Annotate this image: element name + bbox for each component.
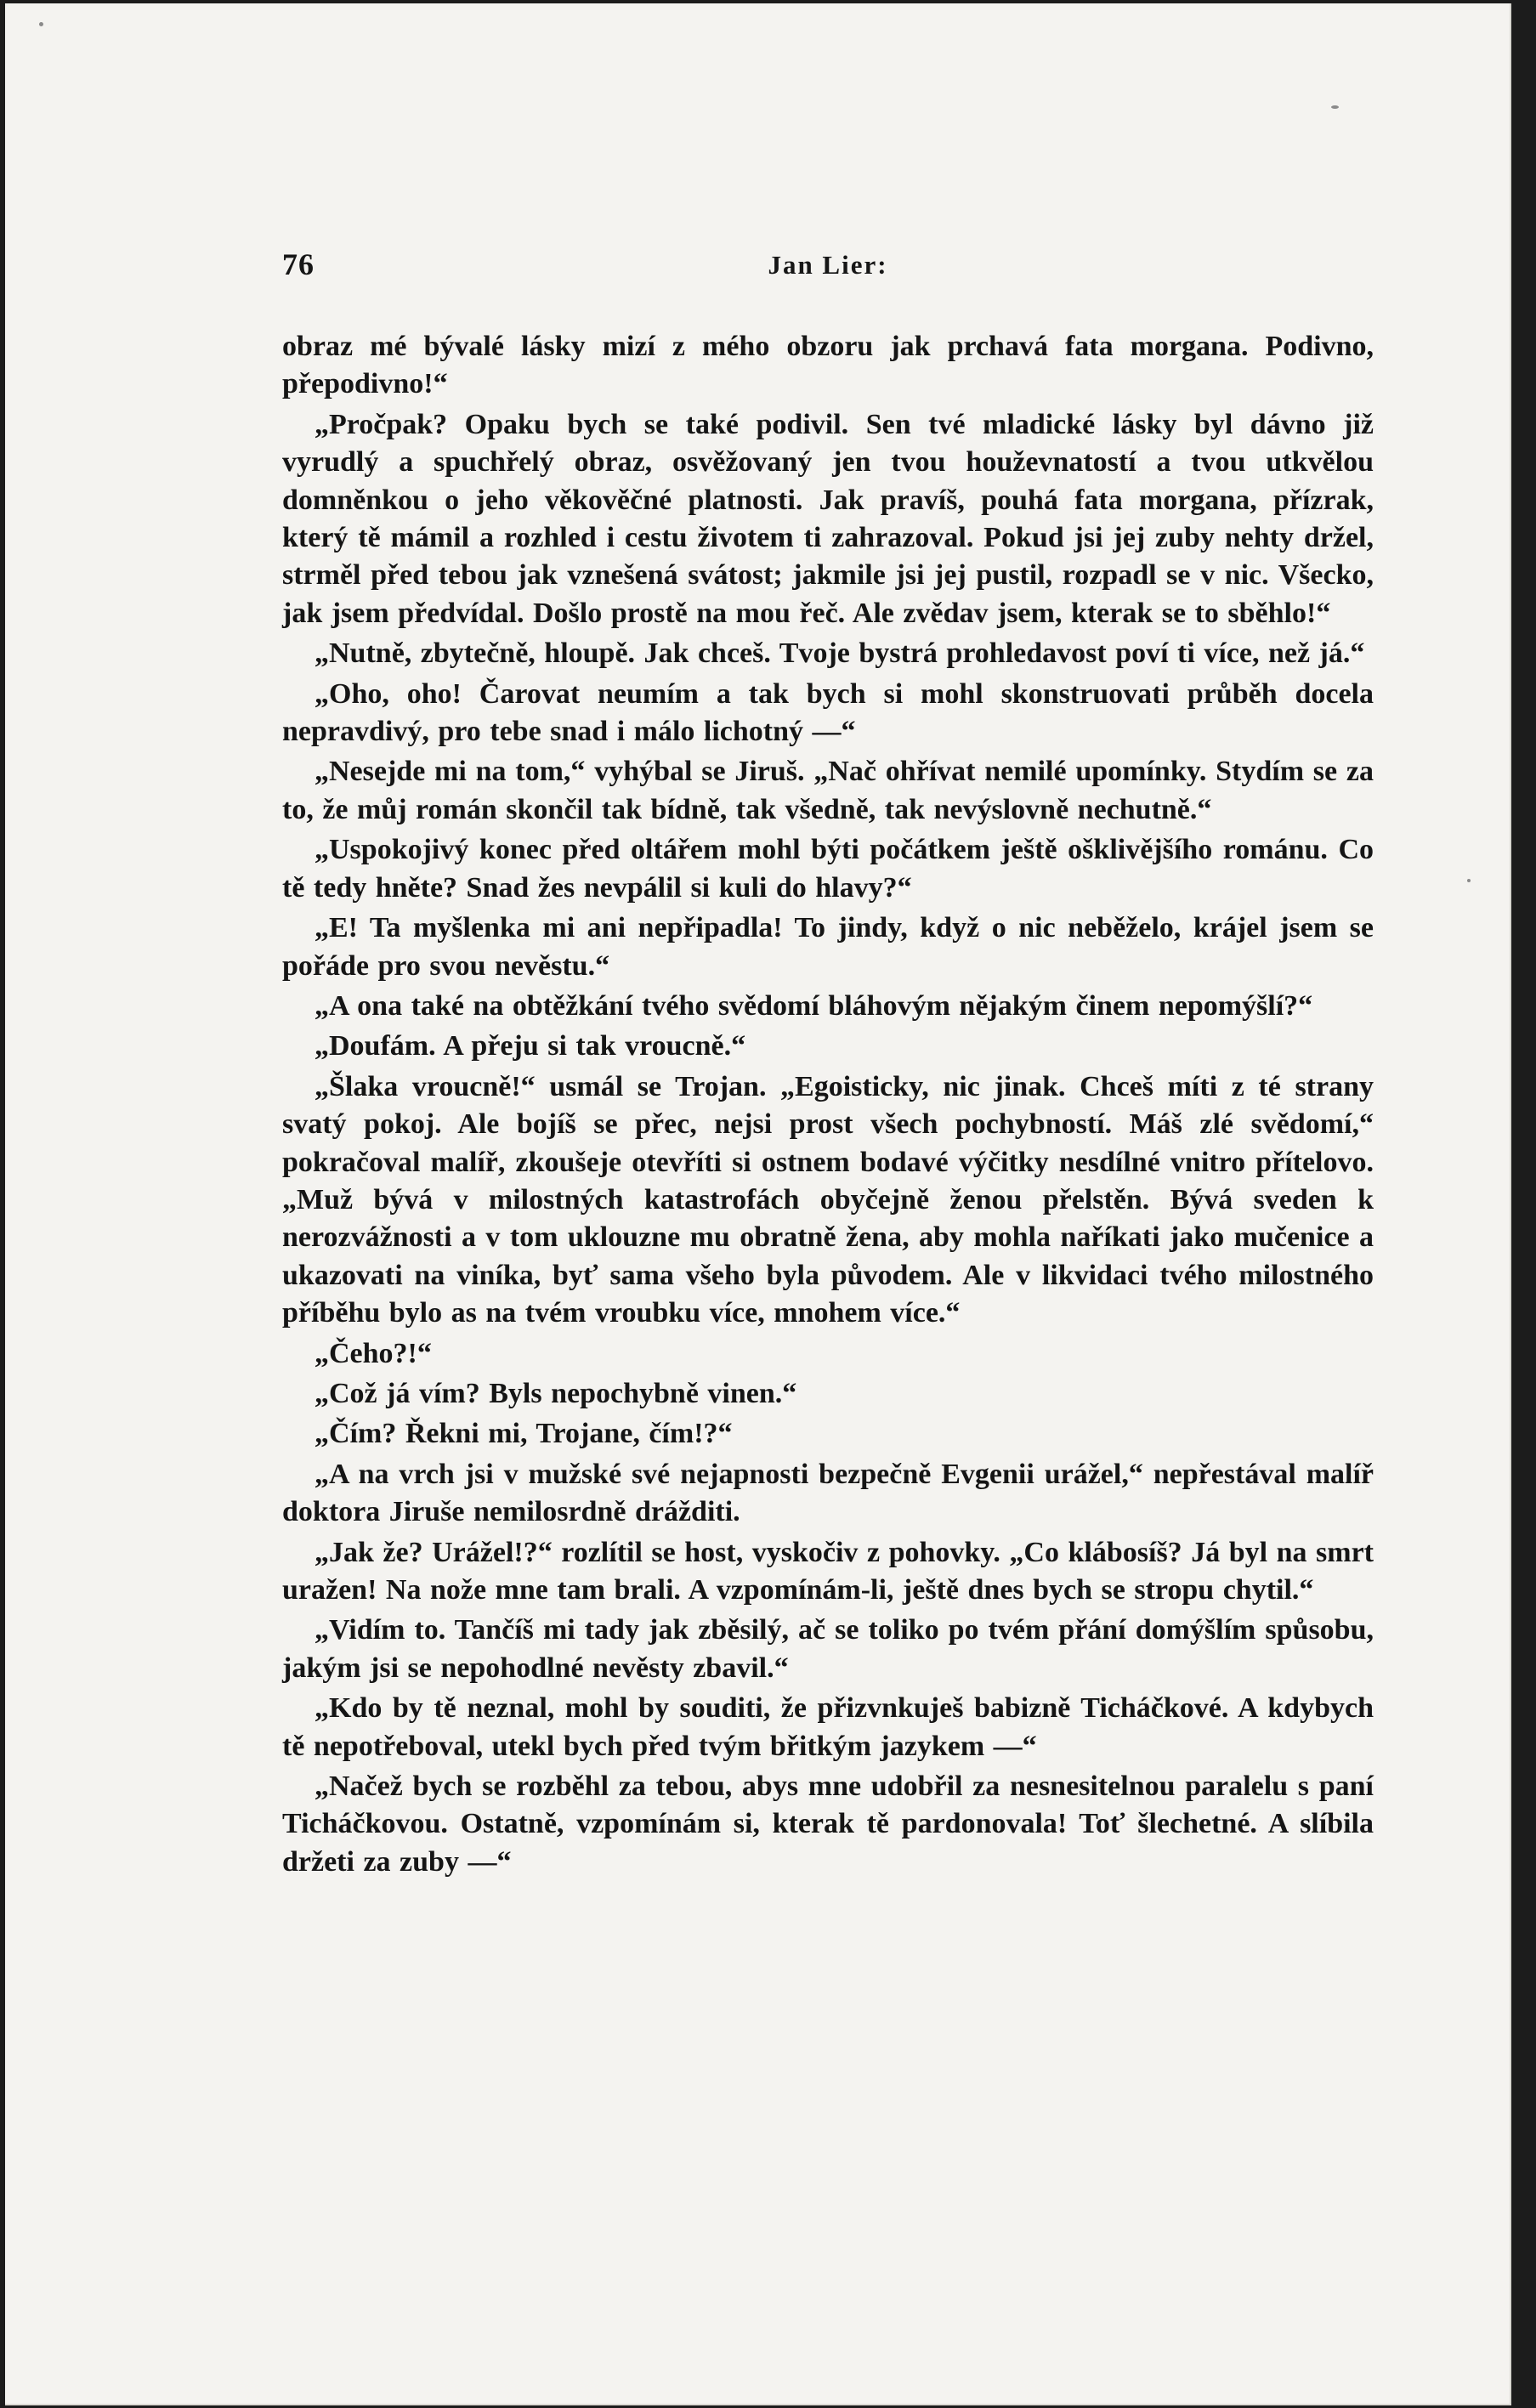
paragraph: „Čeho?!“ [315, 1337, 432, 1369]
paragraph: „Nutně, zbytečně, hloupě. Jak chceš. Tvoje bystrá prohledavost poví ti více, než já.“ [315, 637, 1365, 670]
page-header [282, 246, 1374, 289]
paragraph: obraz mé bývalé lásky mizí z mého obzoru jak prchavá fata morgana. Podivno, přepodivno!“ [282, 331, 1374, 400]
paragraph: „Vidím to. Tančíš mi tady jak zběsilý, ač se toliko po tvém přání domýšlím spůsobu, jakým jsi se nepohodlné nevěsty zbavil.“ [282, 1614, 1374, 1684]
running-head: Jan Lier: [768, 250, 888, 280]
paragraph: „Kdo by tě neznal, mohl by souditi, že přizvnkuješ babizně Ticháčkové. A kdybych tě nepotřeboval, utekl bych před tvým břitkým jazykem —“ [282, 1692, 1374, 1762]
paragraph: „Uspokojivý konec před oltářem mohl býti počátkem ještě ošklivějšího románu. Co tě tedy hněte? Snad žes nevpálil si kuli do hlavy?“ [282, 834, 1374, 904]
body-text [282, 328, 1374, 1884]
paragraph: „A ona také na obtěžkání tvého svědomí bláhovým nějakým činem nepomýšlí?“ [315, 989, 1313, 1022]
paragraph: „Oho, oho! Čarovat neumím a tak bych si mohl skonstruovati průběh docela nepravdivý, pro tebe snad i málo lichotný —“ [282, 677, 1374, 748]
paragraph: „Pročpak? Opaku bych se také podivil. Sen tvé mladické lásky byl dávno již vyrudlý a spuchřelý obraz, osvěžovaný jen tvou houževnatostí a tvou utkvělou domněnkou o jeho věkověčné platnosti. Jak pravíš, pouhá fata morgana, přízrak, který tě mámil a rozhled i cestu životem ti zahrazoval. Pokud jsi jej zuby nehty držel, strměl před tebou jak vznešená svátost; jakmile jsi jej pustil, rozpadl se v nic. Všecko, jak jsem předvídal. Došlo prostě na mou řeč. Ale zvědav jsem, kterak se to sběhlo!“ [282, 408, 1374, 629]
paragraph: „Jak že? Urážel!?“ rozlítil se host, vyskočiv z pohovky. „Co klábosíš? Já byl na smrt uražen! Na nože mne tam brali. A vzpomínám-li, ještě dnes bych se stropu chytil.“ [282, 1536, 1374, 1606]
paper-speck [1331, 105, 1339, 109]
page-number: 76 [282, 247, 315, 281]
paper-speck [1467, 879, 1471, 882]
paper-speck [39, 22, 43, 26]
paragraph: „Nesejde mi na tom,“ vyhýbal se Jiruš. „Nač ohřívat nemilé upomínky. Stydím se za to, že můj román skončil tak bídně, tak všedně, tak nevýslovně nechutně.“ [282, 756, 1374, 825]
book-page [5, 3, 1511, 2405]
paragraph: „Načež bych se rozběhl za tebou, abys mne udobřil za nesnesitelnou paralelu s paní Ticháčkovou. Ostatně, vzpomínám si, kterak tě pardonovala! Toť šlechetné. A slíbila držeti za zuby —“ [282, 1771, 1374, 1878]
paragraph: „Šlaka vroucně!“ usmál se Trojan. „Egoisticky, nic jinak. Chceš míti z té strany svatý pokoj. Ale bojíš se přec, nejsi prost všech pochybností. Máš zlé svědomí,“ pokračoval malíř, zkoušeje otevříti si ostnem bodavé výčitky nesdílné vnitro přítelovo. „Muž bývá v milostných katastrofách obyčejně ženou přelstěn. Bývá sveden k nerozvážnosti a v tom uklouzne mu obratně žena, aby mohla naříkati jako mučenice a ukazovati na viníka, byť sama všeho byla původem. Ale v likvidaci tvého milostného příběhu bylo as na tvém vroubku více, mnohem více.“ [282, 1070, 1374, 1329]
paragraph: „Doufám. A přeju si tak vroucně.“ [315, 1030, 746, 1062]
paragraph: „Což já vím? Byls nepochybně vinen.“ [315, 1377, 797, 1409]
paragraph: „E! Ta myšlenka mi ani nepřipadla! To jindy, když o nic neběželo, krájel jsem se pořáde pro svou nevěstu.“ [282, 912, 1374, 982]
paragraph: „Čím? Řekni mi, Trojane, čím!?“ [315, 1418, 733, 1450]
paragraph: „A na vrch jsi v mužské své nejapnosti bezpečně Evgenii urážel,“ nepřestával malíř doktora Jiruše nemilosrdně drážditi. [282, 1458, 1374, 1528]
